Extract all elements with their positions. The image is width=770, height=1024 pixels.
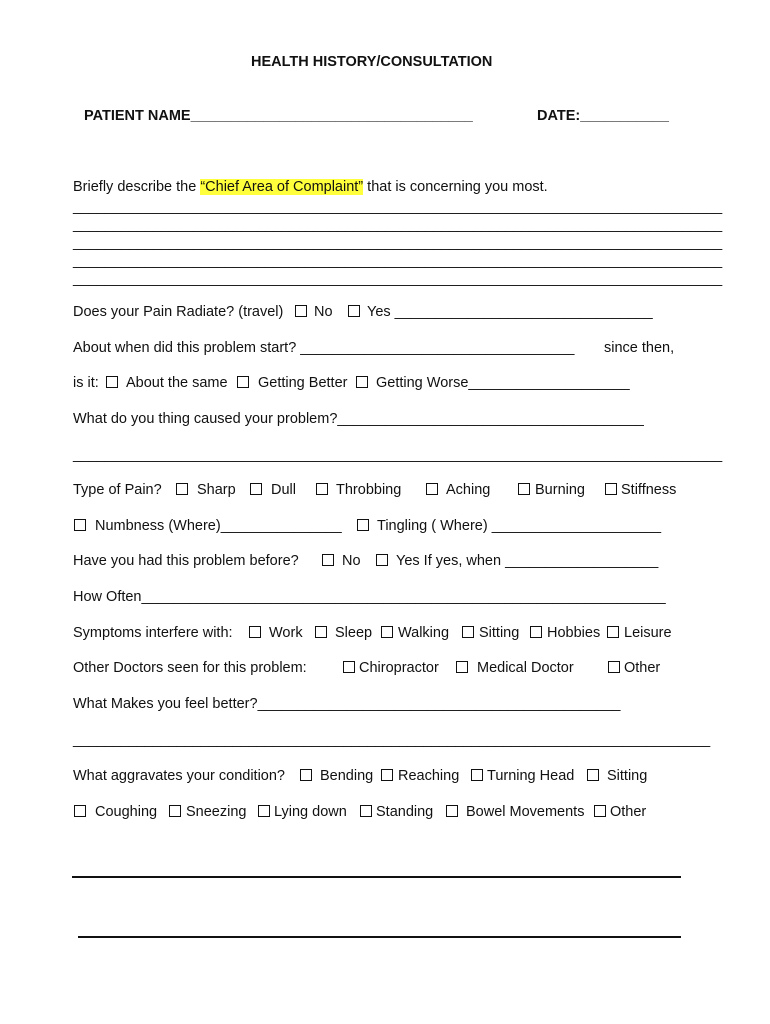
sneezing-checkbox[interactable]: [169, 805, 181, 817]
patient-name-field[interactable]: PATIENT NAME___________________________________: [84, 108, 473, 124]
walking-label: Walking: [398, 625, 450, 641]
trend-label: is it:: [73, 375, 99, 391]
sleep-label: Sleep: [335, 625, 373, 641]
other-doctor-checkbox[interactable]: [608, 661, 620, 673]
pain-type-label: Type of Pain?: [73, 482, 162, 498]
medical-doctor-checkbox[interactable]: [456, 661, 468, 673]
getting-better-checkbox[interactable]: [237, 376, 249, 388]
complaint-suffix: that is concerning you most.: [363, 179, 548, 195]
throbbing-label: Throbbing: [336, 482, 402, 498]
sitting-checkbox[interactable]: [462, 626, 474, 638]
before-question: Have you had this problem before?: [73, 553, 299, 569]
leisure-label: Leisure: [624, 625, 672, 641]
complaint-line[interactable]: _________________________________________________________________________________: [73, 217, 723, 233]
before-no-checkbox[interactable]: [322, 554, 334, 566]
aggravate-other-checkbox[interactable]: [594, 805, 606, 817]
aching-checkbox[interactable]: [426, 483, 438, 495]
work-checkbox[interactable]: [249, 626, 261, 638]
bending-checkbox[interactable]: [300, 769, 312, 781]
about-same-checkbox[interactable]: [106, 376, 118, 388]
chiropractor-checkbox[interactable]: [343, 661, 355, 673]
burning-label: Burning: [535, 482, 585, 498]
bending-label: Bending: [320, 768, 374, 784]
dull-label: Dull: [271, 482, 296, 498]
coughing-checkbox[interactable]: [74, 805, 86, 817]
radiate-no-label: No: [314, 304, 333, 320]
interfere-label: Symptoms interfere with:: [73, 625, 233, 641]
getting-worse-field[interactable]: Getting Worse____________________: [376, 375, 630, 391]
other-doctor-label: Other: [624, 660, 661, 676]
throbbing-checkbox[interactable]: [316, 483, 328, 495]
cause-question[interactable]: What do you thing caused your problem?______________________________________: [73, 411, 644, 427]
aggravate-other-label: Other: [610, 804, 647, 820]
stiffness-label: Stiffness: [621, 482, 677, 498]
how-often-field[interactable]: How Often_________________________________________________________________: [73, 589, 666, 605]
feel-better-question[interactable]: What Makes you feel better?_____________________________________________: [73, 696, 621, 712]
turning-head-checkbox[interactable]: [471, 769, 483, 781]
date-field[interactable]: DATE:___________: [537, 108, 669, 124]
hobbies-label: Hobbies: [547, 625, 601, 641]
before-no-label: No: [342, 553, 361, 569]
dull-checkbox[interactable]: [250, 483, 262, 495]
getting-better-label: Getting Better: [258, 375, 348, 391]
standing-checkbox[interactable]: [360, 805, 372, 817]
start-question[interactable]: About when did this problem start? __________________________________: [73, 340, 575, 356]
before-yes-checkbox[interactable]: [376, 554, 388, 566]
aggravates-label: What aggravates your condition?: [73, 768, 285, 784]
tingling-field[interactable]: Tingling ( Where) _____________________: [377, 518, 662, 534]
bowel-movements-checkbox[interactable]: [446, 805, 458, 817]
walking-checkbox[interactable]: [381, 626, 393, 638]
reaching-checkbox[interactable]: [381, 769, 393, 781]
lying-down-label: Lying down: [274, 804, 347, 820]
complaint-line[interactable]: _________________________________________________________________________________: [73, 235, 723, 251]
chiropractor-label: Chiropractor: [359, 660, 439, 676]
medical-doctor-label: Medical Doctor: [477, 660, 574, 676]
burning-checkbox[interactable]: [518, 483, 530, 495]
tingling-checkbox[interactable]: [357, 519, 369, 531]
radiate-question: Does your Pain Radiate? (travel): [73, 304, 284, 320]
complaint-line[interactable]: _________________________________________________________________________________: [73, 199, 723, 215]
coughing-label: Coughing: [95, 804, 158, 820]
aggravate-sitting-checkbox[interactable]: [587, 769, 599, 781]
divider-line: [72, 876, 681, 878]
sneezing-label: Sneezing: [186, 804, 247, 820]
getting-worse-checkbox[interactable]: [356, 376, 368, 388]
work-label: Work: [269, 625, 303, 641]
doctors-label: Other Doctors seen for this problem:: [73, 660, 307, 676]
turning-head-label: Turning Head: [487, 768, 575, 784]
divider-line: [78, 936, 681, 938]
radiate-no-checkbox[interactable]: [295, 305, 307, 317]
complaint-line[interactable]: _________________________________________________________________________________: [73, 271, 723, 287]
cause-line[interactable]: _________________________________________________________________________________: [73, 447, 723, 463]
radiate-yes-field[interactable]: Yes ________________________________: [367, 304, 653, 320]
page-title: HEALTH HISTORY/CONSULTATION: [251, 54, 493, 70]
sharp-label: Sharp: [197, 482, 236, 498]
complaint-highlight: “Chief Area of Complaint”: [200, 179, 364, 195]
numbness-field[interactable]: Numbness (Where)_______________: [95, 518, 342, 534]
reaching-label: Reaching: [398, 768, 460, 784]
complaint-question: [73, 178, 548, 196]
aggravate-sitting-label: Sitting: [607, 768, 648, 784]
before-yes-field[interactable]: Yes If yes, when ___________________: [396, 553, 659, 569]
sitting-label: Sitting: [479, 625, 520, 641]
since-then-label: since then,: [604, 340, 675, 356]
complaint-line[interactable]: _________________________________________________________________________________: [73, 253, 723, 269]
sleep-checkbox[interactable]: [315, 626, 327, 638]
radiate-yes-checkbox[interactable]: [348, 305, 360, 317]
numbness-checkbox[interactable]: [74, 519, 86, 531]
standing-label: Standing: [376, 804, 434, 820]
stiffness-checkbox[interactable]: [605, 483, 617, 495]
about-same-label: About the same: [126, 375, 228, 391]
feel-better-line[interactable]: ________________________________________________________________________________: [73, 732, 711, 748]
complaint-prefix: Briefly describe the: [73, 179, 201, 195]
aching-label: Aching: [446, 482, 491, 498]
lying-down-checkbox[interactable]: [258, 805, 270, 817]
leisure-checkbox[interactable]: [607, 626, 619, 638]
bowel-movements-label: Bowel Movements: [466, 804, 585, 820]
sharp-checkbox[interactable]: [176, 483, 188, 495]
hobbies-checkbox[interactable]: [530, 626, 542, 638]
